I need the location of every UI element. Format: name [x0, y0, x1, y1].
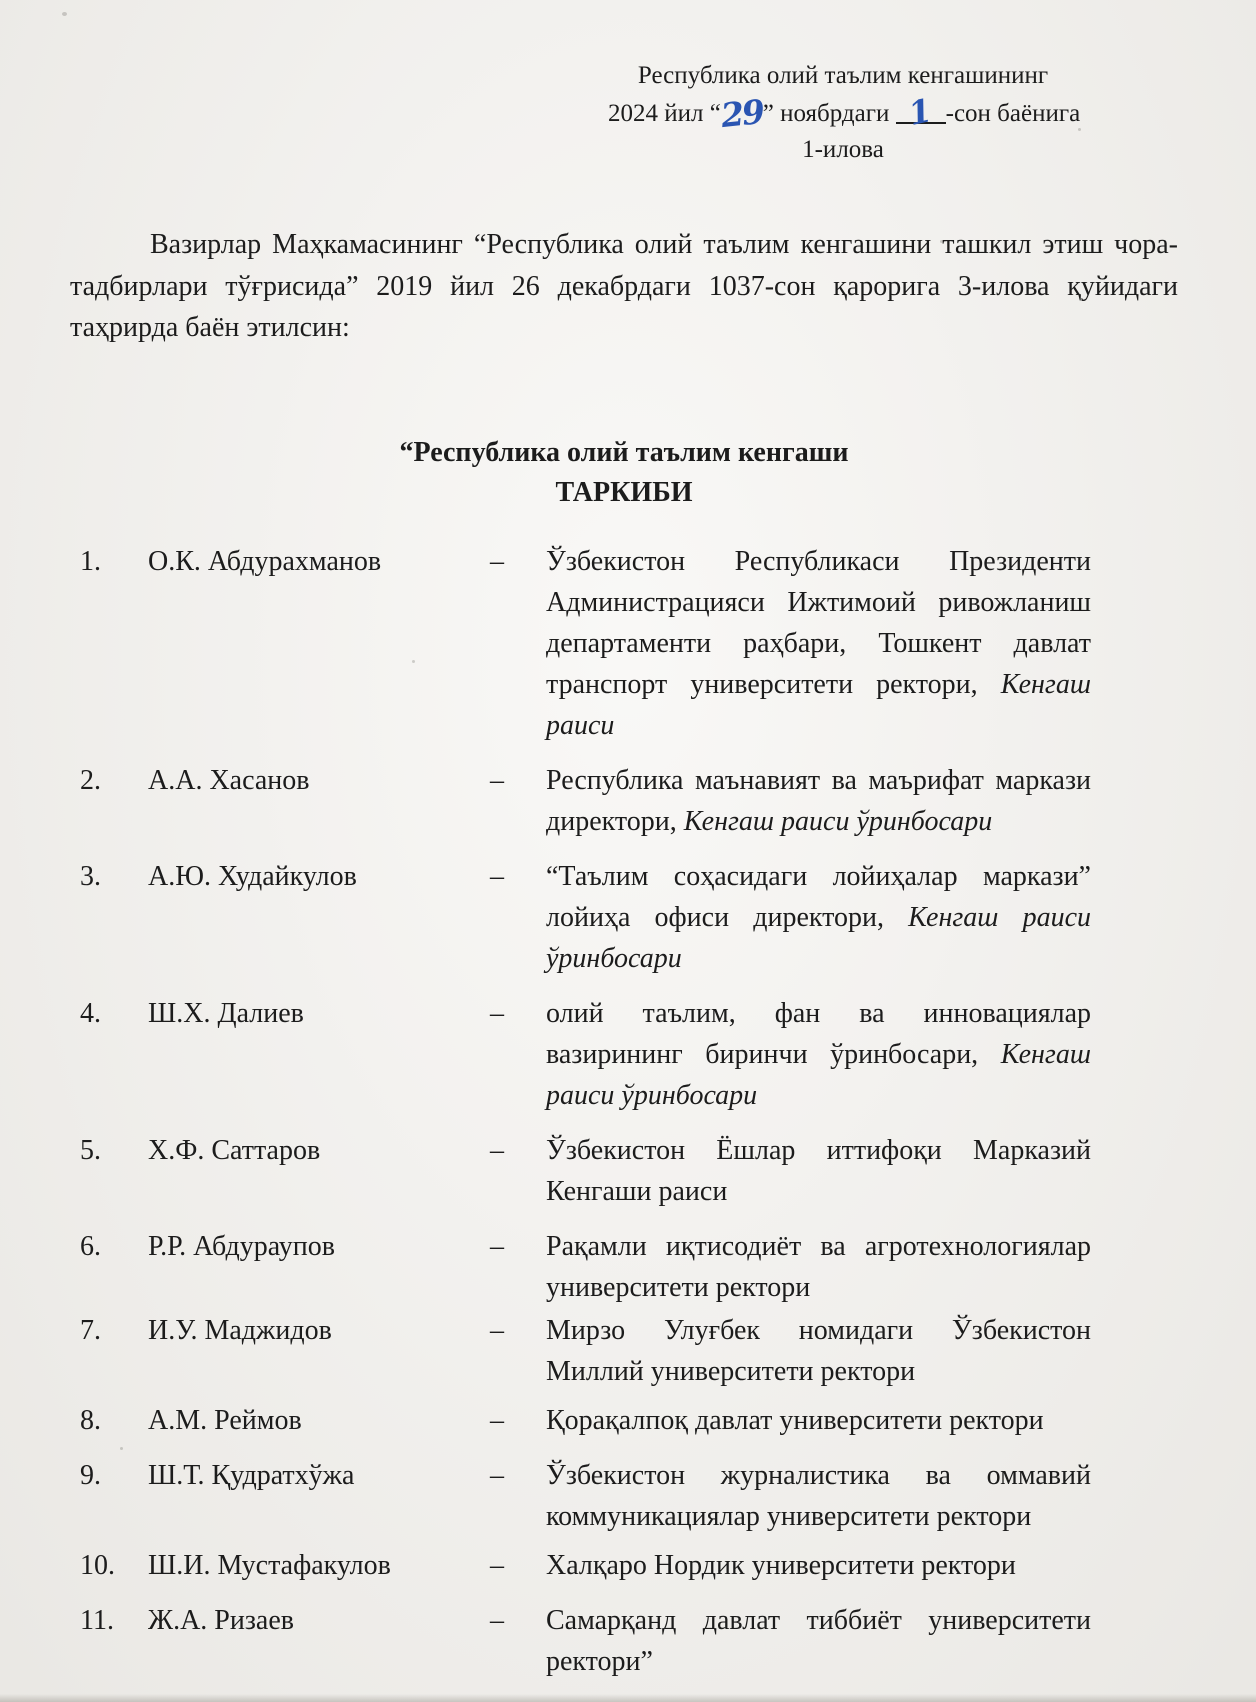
member-name: О.К. Абдурахманов: [148, 545, 382, 577]
dash-separator: –: [490, 1549, 504, 1581]
scan-speck: [62, 12, 67, 16]
member-number: 3.: [80, 860, 101, 892]
document-title-line2: ТАРКИБИ: [555, 476, 693, 508]
member-row: [0, 1310, 1256, 1392]
member-role: [546, 541, 1091, 746]
member-row: [0, 1400, 1256, 1441]
appendix-header: [608, 58, 1081, 168]
member-role: [546, 1400, 1091, 1441]
scan-speck: [1078, 128, 1081, 131]
members-list: [0, 541, 1256, 1682]
member-role: [546, 856, 1091, 979]
member-role-text: Ўзбекистон Республикаси Президенти Администрацияси Ижтимоий ривожланиш департаменти раҳбари, Тошкент давлат транспорт университети ректори,: [546, 545, 1091, 700]
member-row: [0, 1600, 1256, 1682]
member-role-text: олий таълим, фан ва инновациялар вазирининг биринчи ўринбосари,: [546, 997, 1091, 1070]
dash-separator: –: [490, 1604, 504, 1636]
member-role: [546, 1130, 1091, 1212]
member-role: [546, 1226, 1091, 1308]
member-name: А.А. Хасанов: [148, 764, 310, 796]
scan-speck: [120, 1447, 123, 1450]
member-role-italic: Кенгаш раиси ўринбосари: [546, 901, 1092, 974]
member-role: [546, 1310, 1091, 1392]
member-name: Ш.Х. Далиев: [148, 997, 304, 1029]
member-name: А.Ю. Худайкулов: [148, 860, 357, 892]
member-role-text: Халқаро Нордик университети ректори: [546, 1549, 1016, 1581]
member-role-italic: Кенгаш раиси: [546, 668, 1091, 741]
appendix-header-line3: 1-илова: [802, 136, 884, 163]
handwritten-protocol-number: 1: [905, 91, 936, 133]
member-name: Р.Р. Абдураупов: [148, 1230, 335, 1262]
member-role-text: “Таълим соҳасидаги лойиҳалар маркази” лойиҳа офиси директори,: [546, 860, 1091, 933]
dash-separator: –: [490, 1459, 504, 1491]
member-role-text: Республика маънавият ва маърифат маркази директори,: [546, 764, 1091, 837]
member-number: 5.: [80, 1134, 101, 1166]
member-role: [546, 760, 1091, 842]
dash-separator: –: [490, 1134, 504, 1166]
dash-separator: –: [490, 1314, 504, 1346]
filled-blank-line: [896, 91, 946, 133]
member-number: 4.: [80, 997, 101, 1029]
dash-separator: –: [490, 1230, 504, 1262]
member-number: 7.: [80, 1314, 101, 1346]
member-row: [0, 993, 1256, 1116]
member-role-text: Рақамли иқтисодиёт ва агротехнологиялар университети ректори: [546, 1230, 1091, 1303]
member-number: 11.: [80, 1604, 114, 1636]
member-role: [546, 1600, 1091, 1682]
header-date-suffix: -сон баёнига: [945, 100, 1081, 127]
member-row: [0, 1226, 1256, 1308]
member-number: 1.: [80, 545, 101, 577]
member-row: [0, 1130, 1256, 1212]
dash-separator: –: [490, 545, 504, 577]
dash-separator: –: [490, 997, 504, 1029]
appendix-header-line1: Республика олий таълим кенгашининг: [637, 62, 1049, 89]
member-role-italic: Кенгаш раиси ўринбосари: [683, 805, 993, 837]
member-role-text: Қорақалпоқ давлат университети ректори: [546, 1404, 1044, 1436]
member-row: [0, 541, 1256, 746]
member-role-text: Самарқанд давлат тиббиёт университети ректори”: [546, 1604, 1091, 1677]
member-number: 9.: [80, 1459, 101, 1491]
intro-paragraph: Вазирлар Маҳкамасининг “Республика олий таълим кенгашини ташкил этиш чора-тадбирлари тўғрисида” 2019 йил 26 декабрдаги 1037-сон қарорига 3-илова қуйидаги таҳрирда баён этилсин:: [70, 229, 1178, 343]
document-title: [70, 433, 1178, 513]
member-role-text: Ўзбекистон журналистика ва оммавий коммуникациялар университети ректори: [546, 1459, 1091, 1532]
member-name: И.У. Маджидов: [148, 1314, 332, 1346]
scan-speck: [940, 240, 943, 243]
document-title-line1: “Республика олий таълим кенгаши: [399, 436, 849, 468]
member-name: Ш.Т. Қудратхўжа: [148, 1459, 355, 1491]
member-role: [546, 1545, 1091, 1586]
member-row: [0, 1455, 1256, 1537]
member-name: Ж.А. Ризаев: [148, 1604, 295, 1636]
member-role-text: Ўзбекистон Ёшлар иттифоқи Марказий Кенгаши раиси: [546, 1134, 1091, 1207]
header-date-mid: ” ноябрдаги: [762, 100, 896, 127]
member-name: Х.Ф. Саттаров: [148, 1134, 321, 1166]
appendix-header-line2: [608, 91, 1081, 136]
member-row: [0, 760, 1256, 842]
scan-speck: [412, 660, 415, 663]
member-role: [546, 993, 1091, 1116]
member-number: 10.: [80, 1549, 115, 1581]
member-row: [0, 856, 1256, 979]
member-row: [0, 1545, 1256, 1586]
member-role-italic: Кенгаш раиси ўринбосари: [546, 1038, 1091, 1111]
member-number: 6.: [80, 1230, 101, 1262]
member-role: [546, 1455, 1091, 1537]
member-role-text: Мирзо Улуғбек номидаги Ўзбекистон Миллий университети ректори: [546, 1314, 1091, 1387]
dash-separator: –: [490, 764, 504, 796]
handwritten-day-number: 29: [718, 91, 765, 136]
member-name: Ш.И. Мустафакулов: [148, 1549, 391, 1581]
dash-separator: –: [490, 860, 504, 892]
header-date-prefix: 2024 йил “: [608, 100, 721, 127]
member-number: 8.: [80, 1404, 101, 1436]
member-name: А.М. Реймов: [148, 1404, 302, 1436]
scan-bottom-edge: [0, 1694, 1256, 1702]
dash-separator: –: [490, 1404, 504, 1436]
member-number: 2.: [80, 764, 101, 796]
